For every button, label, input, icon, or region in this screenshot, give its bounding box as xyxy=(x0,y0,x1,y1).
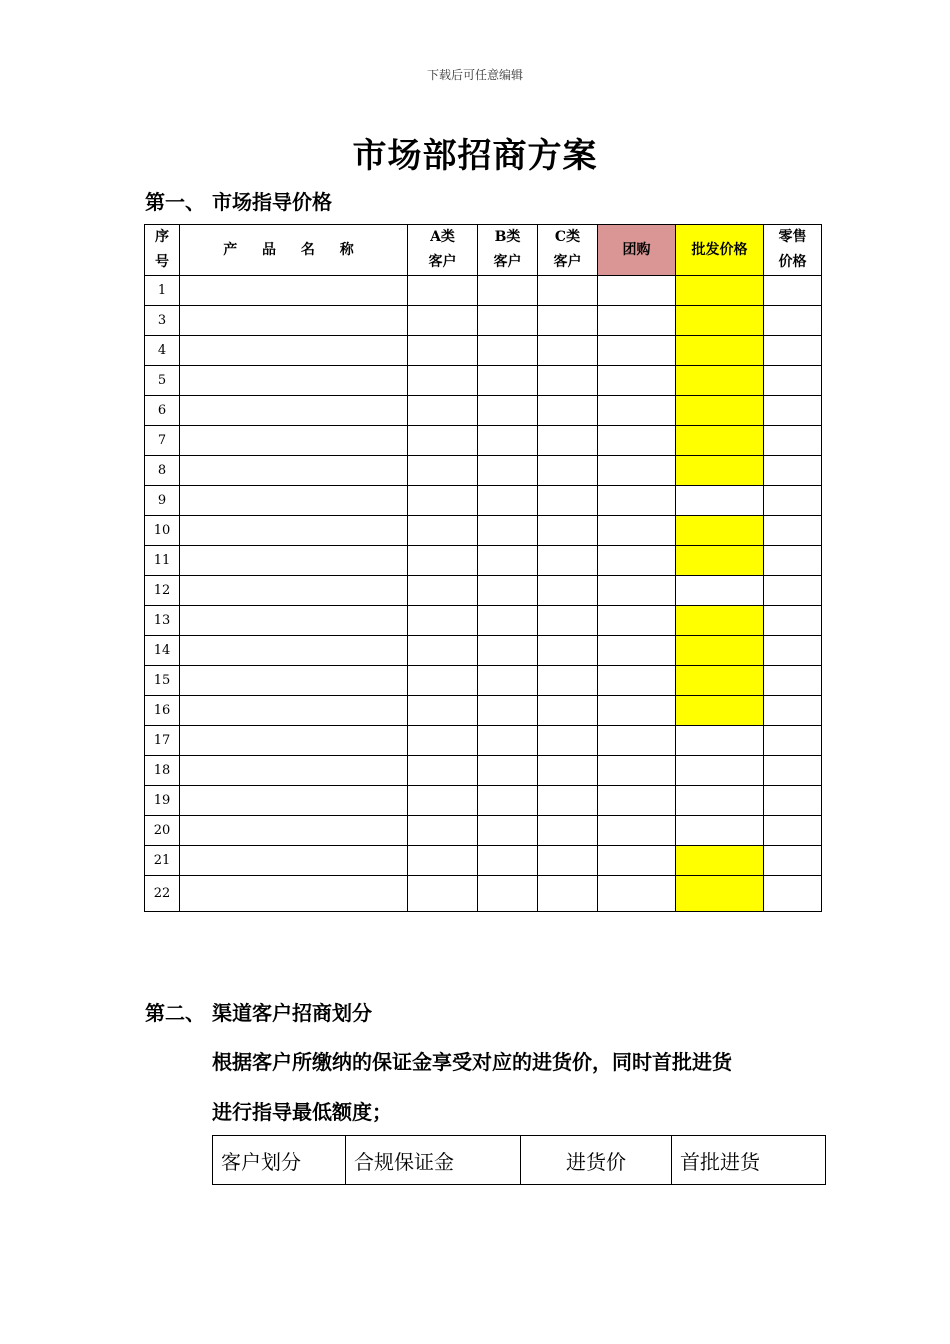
table-cell xyxy=(408,306,478,336)
table-cell xyxy=(408,876,478,912)
table-cell xyxy=(408,546,478,576)
table-cell xyxy=(478,576,538,606)
table-row xyxy=(145,726,822,756)
row-number-cell: 13 xyxy=(145,606,180,636)
table-cell xyxy=(598,756,676,786)
table-row xyxy=(145,846,822,876)
table-cell xyxy=(676,606,764,636)
row-number-cell: 16 xyxy=(145,696,180,726)
table-cell xyxy=(598,456,676,486)
col-header-no: 序 号 xyxy=(145,225,180,276)
table-cell xyxy=(408,606,478,636)
table-cell xyxy=(598,426,676,456)
table-cell xyxy=(764,546,822,576)
table-cell xyxy=(180,666,408,696)
table-row xyxy=(145,336,822,366)
table-cell xyxy=(180,396,408,426)
table-cell xyxy=(538,726,598,756)
table-cell xyxy=(598,696,676,726)
table-cell xyxy=(676,456,764,486)
table-row xyxy=(145,486,822,516)
col-header-class-b: B类 客户 xyxy=(478,225,538,276)
table-cell xyxy=(478,876,538,912)
table-cell xyxy=(180,486,408,516)
col-header-class-a: A类 客户 xyxy=(408,225,478,276)
table-cell xyxy=(180,366,408,396)
table-cell xyxy=(676,276,764,306)
table-cell xyxy=(180,726,408,756)
table-cell xyxy=(180,276,408,306)
table-cell xyxy=(764,396,822,426)
table-cell xyxy=(538,876,598,912)
row-number-cell: 20 xyxy=(145,816,180,846)
table-cell xyxy=(180,576,408,606)
row-number-cell: 19 xyxy=(145,786,180,816)
table-cell xyxy=(478,336,538,366)
table-cell xyxy=(180,426,408,456)
table-row xyxy=(145,816,822,846)
table-cell xyxy=(676,366,764,396)
table-row xyxy=(145,756,822,786)
table-cell xyxy=(180,336,408,366)
table-cell xyxy=(180,516,408,546)
table-cell xyxy=(676,696,764,726)
row-number-cell: 4 xyxy=(145,336,180,366)
table-header-row xyxy=(145,225,822,276)
row-number-cell: 21 xyxy=(145,846,180,876)
table-cell xyxy=(676,726,764,756)
table-cell xyxy=(478,786,538,816)
table-cell xyxy=(598,786,676,816)
table-cell xyxy=(538,456,598,486)
col-header-group-buy: 团购 xyxy=(598,225,676,276)
row-number-cell: 8 xyxy=(145,456,180,486)
row-number-cell: 5 xyxy=(145,366,180,396)
table-cell xyxy=(538,396,598,426)
table-cell xyxy=(478,306,538,336)
table-cell xyxy=(676,426,764,456)
table-cell xyxy=(676,666,764,696)
table-cell xyxy=(764,306,822,336)
channel-table xyxy=(212,1135,826,1185)
table-cell xyxy=(598,666,676,696)
table-cell xyxy=(676,876,764,912)
table-cell xyxy=(764,666,822,696)
table-cell xyxy=(764,696,822,726)
table-cell xyxy=(180,846,408,876)
header-note: 下载后可任意编辑 xyxy=(426,68,523,82)
table-cell xyxy=(764,606,822,636)
section-heading-channel: 第二、 渠道客户招商划分 xyxy=(145,1001,372,1025)
table-cell xyxy=(764,636,822,666)
table-cell xyxy=(538,516,598,546)
table-cell xyxy=(408,816,478,846)
table-cell xyxy=(408,366,478,396)
table-cell xyxy=(598,366,676,396)
table-cell xyxy=(764,756,822,786)
table-cell xyxy=(676,786,764,816)
row-number-cell: 22 xyxy=(145,876,180,912)
channel-table-header-row xyxy=(213,1136,826,1185)
table-cell xyxy=(538,606,598,636)
channel-col-purchase-price: 进货价 xyxy=(521,1136,672,1185)
table-row xyxy=(145,696,822,726)
table-row xyxy=(145,516,822,546)
table-cell xyxy=(538,426,598,456)
row-number-cell: 6 xyxy=(145,396,180,426)
table-row xyxy=(145,876,822,912)
row-number-cell: 15 xyxy=(145,666,180,696)
col-header-class-c: C类 客户 xyxy=(538,225,598,276)
table-cell xyxy=(538,756,598,786)
table-cell xyxy=(538,636,598,666)
table-row xyxy=(145,606,822,636)
table-cell xyxy=(478,696,538,726)
table-cell xyxy=(408,576,478,606)
price-table-body xyxy=(145,276,822,912)
table-cell xyxy=(764,816,822,846)
table-cell xyxy=(598,396,676,426)
table-cell xyxy=(538,666,598,696)
table-cell xyxy=(598,576,676,606)
section-heading-price-guide: 第一、 市场指导价格 xyxy=(145,190,332,214)
table-cell xyxy=(408,336,478,366)
table-cell xyxy=(764,366,822,396)
table-cell xyxy=(408,276,478,306)
table-cell xyxy=(598,486,676,516)
table-cell xyxy=(408,786,478,816)
table-row xyxy=(145,636,822,666)
col-header-retail-price: 零售 价格 xyxy=(764,225,822,276)
table-row xyxy=(145,786,822,816)
table-cell xyxy=(478,756,538,786)
table-cell xyxy=(676,846,764,876)
table-cell xyxy=(408,426,478,456)
table-cell xyxy=(538,786,598,816)
table-row xyxy=(145,276,822,306)
table-cell xyxy=(180,816,408,846)
channel-col-customer-type: 客户划分 xyxy=(213,1136,346,1185)
table-cell xyxy=(764,276,822,306)
table-cell xyxy=(764,336,822,366)
table-cell xyxy=(408,516,478,546)
table-cell xyxy=(478,726,538,756)
table-cell xyxy=(408,696,478,726)
table-cell xyxy=(408,756,478,786)
price-guide-table xyxy=(144,224,822,912)
table-cell xyxy=(764,576,822,606)
table-cell xyxy=(180,546,408,576)
table-cell xyxy=(676,576,764,606)
row-number-cell: 18 xyxy=(145,756,180,786)
table-cell xyxy=(676,336,764,366)
table-cell xyxy=(598,516,676,546)
row-number-cell: 14 xyxy=(145,636,180,666)
table-cell xyxy=(478,456,538,486)
table-cell xyxy=(764,786,822,816)
table-cell xyxy=(676,486,764,516)
table-row xyxy=(145,396,822,426)
table-row xyxy=(145,426,822,456)
table-cell xyxy=(598,726,676,756)
table-cell xyxy=(538,486,598,516)
table-cell xyxy=(598,636,676,666)
row-number-cell: 7 xyxy=(145,426,180,456)
table-cell xyxy=(598,336,676,366)
table-cell xyxy=(180,696,408,726)
table-cell xyxy=(478,276,538,306)
table-cell xyxy=(478,426,538,456)
table-row xyxy=(145,456,822,486)
table-cell xyxy=(676,756,764,786)
channel-col-first-order: 首批进货 xyxy=(672,1136,826,1185)
table-cell xyxy=(598,276,676,306)
table-cell xyxy=(598,816,676,846)
table-cell xyxy=(764,876,822,912)
table-cell xyxy=(538,846,598,876)
table-cell xyxy=(180,876,408,912)
table-cell xyxy=(764,426,822,456)
table-cell xyxy=(478,366,538,396)
channel-paragraph-line2: 进行指导最低额度； xyxy=(212,1100,392,1124)
table-cell xyxy=(180,306,408,336)
table-cell xyxy=(764,846,822,876)
col-header-wholesale-price: 批发价格 xyxy=(676,225,764,276)
table-cell xyxy=(408,456,478,486)
table-cell xyxy=(478,546,538,576)
table-cell xyxy=(764,516,822,546)
col-header-product-name: 产 品 名 称 xyxy=(180,225,408,276)
table-cell xyxy=(676,306,764,336)
table-cell xyxy=(478,486,538,516)
table-cell xyxy=(478,396,538,426)
row-number-cell: 11 xyxy=(145,546,180,576)
table-cell xyxy=(538,816,598,846)
table-cell xyxy=(598,606,676,636)
table-cell xyxy=(538,336,598,366)
table-cell xyxy=(478,666,538,696)
table-row xyxy=(145,666,822,696)
table-cell xyxy=(764,486,822,516)
table-row xyxy=(145,576,822,606)
table-cell xyxy=(408,666,478,696)
table-cell xyxy=(408,396,478,426)
row-number-cell: 1 xyxy=(145,276,180,306)
table-cell xyxy=(538,576,598,606)
table-cell xyxy=(598,876,676,912)
channel-paragraph-line1: 根据客户所缴纳的保证金享受对应的进货价，同时首批进货 xyxy=(212,1050,732,1074)
table-row xyxy=(145,546,822,576)
table-cell xyxy=(478,816,538,846)
table-cell xyxy=(538,276,598,306)
table-row xyxy=(145,366,822,396)
table-cell xyxy=(598,306,676,336)
table-cell xyxy=(538,366,598,396)
table-cell xyxy=(180,456,408,486)
table-cell xyxy=(676,546,764,576)
table-row xyxy=(145,306,822,336)
row-number-cell: 12 xyxy=(145,576,180,606)
table-cell xyxy=(478,516,538,546)
table-cell xyxy=(478,846,538,876)
table-cell xyxy=(764,726,822,756)
table-cell xyxy=(538,546,598,576)
channel-col-deposit: 合规保证金 xyxy=(346,1136,521,1185)
table-cell xyxy=(180,786,408,816)
table-cell xyxy=(180,636,408,666)
table-cell xyxy=(180,756,408,786)
table-cell xyxy=(408,846,478,876)
table-cell xyxy=(478,636,538,666)
table-cell xyxy=(478,606,538,636)
table-cell xyxy=(408,726,478,756)
table-cell xyxy=(764,456,822,486)
table-cell xyxy=(598,546,676,576)
row-number-cell: 17 xyxy=(145,726,180,756)
table-cell xyxy=(598,846,676,876)
table-cell xyxy=(538,696,598,726)
table-cell xyxy=(538,306,598,336)
row-number-cell: 9 xyxy=(145,486,180,516)
row-number-cell: 3 xyxy=(145,306,180,336)
table-cell xyxy=(676,816,764,846)
table-cell xyxy=(180,606,408,636)
table-cell xyxy=(408,636,478,666)
table-cell xyxy=(676,516,764,546)
table-cell xyxy=(676,396,764,426)
table-cell xyxy=(676,636,764,666)
document-title: 市场部招商方案 xyxy=(352,136,598,176)
row-number-cell: 10 xyxy=(145,516,180,546)
table-cell xyxy=(408,486,478,516)
